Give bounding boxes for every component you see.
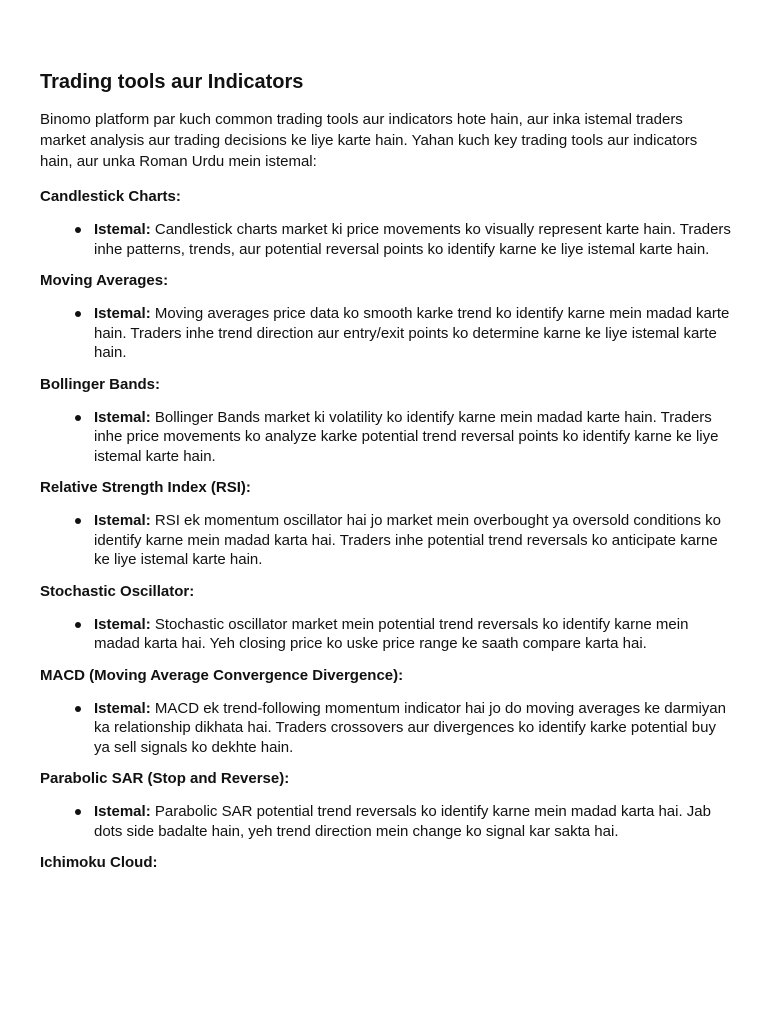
list-moving-averages	[40, 304, 732, 363]
section-heading-candlestick-charts: Candlestick Charts:	[40, 188, 181, 205]
section-heading-stochastic-oscillator: Stochastic Oscillator:	[40, 582, 195, 600]
item-label: Istemal:	[94, 221, 151, 238]
item-text: Moving averages price data ko smooth karke trend ko identify karne mein madad karte hain. Traders inhe trend direction aur entry/exit points ko determine karne ke liye istemal karte hain.	[94, 305, 730, 361]
list-item	[40, 304, 732, 363]
item-label: Istemal:	[94, 512, 151, 529]
bullet-icon	[75, 809, 81, 815]
bullet-icon	[75, 227, 81, 233]
section-heading-rsi: Relative Strength Index (RSI):	[40, 479, 251, 496]
item-text: MACD ek trend-following momentum indicator hai jo do moving averages ke darmiyan ka relationship dikhata hai. Traders crossovers aur divergences ko identify karke potential buy ya sell signals ko dekhte hain.	[94, 699, 726, 756]
item-text: Stochastic oscillator market mein potential trend reversals ko identify karne mein madad karta hai. Yeh closing price ko uske price range ke saath compare karta hai.	[94, 615, 689, 652]
bullet-icon	[75, 622, 81, 628]
item-label: Istemal:	[94, 305, 151, 322]
list-item	[40, 699, 732, 758]
list-candlestick-charts	[40, 220, 732, 259]
section-heading-moving-averages: Moving Averages:	[40, 272, 169, 289]
item-text: Bollinger Bands market ki volatility ko identify karne mein madad karte hain. Traders inhe price movements ko analyze karke potential trend reversal points ko identify karne ke liye istemal karte hain.	[94, 408, 719, 465]
list-stochastic-oscillator	[40, 615, 732, 654]
section-heading-macd: MACD (Moving Average Convergence Divergence):	[40, 666, 404, 684]
list-item	[40, 615, 732, 654]
section-heading-ichimoku-cloud: Ichimoku Cloud:	[40, 854, 158, 871]
intro-paragraph: Binomo platform par kuch common trading tools aur indicators hote hain, aur inka istemal traders market analysis aur trading decisions ke liye karte hain. Yahan kuch key trading tools aur indicators hain, aur unka Roman Urdu mein istemal:	[40, 111, 698, 170]
item-text: Parabolic SAR potential trend reversals ko identify karne mein madad karta hai. Jab dots side badalte hain, yeh trend direction mein change ko signal kar sakta hai.	[94, 803, 711, 840]
section-heading-bollinger-bands: Bollinger Bands:	[40, 375, 161, 393]
list-item	[40, 408, 732, 467]
item-text: Candlestick charts market ki price movements ko visually represent karte hain. Traders inhe patterns, trends, aur potential reversal points ko identify karne ke liye istemal karte hain.	[94, 221, 731, 258]
list-item	[40, 511, 732, 570]
list-item	[40, 220, 732, 259]
bullet-icon	[75, 518, 81, 524]
list-parabolic-sar	[40, 802, 732, 841]
item-label: Istemal:	[94, 803, 151, 820]
section-heading-parabolic-sar: Parabolic SAR (Stop and Reverse):	[40, 770, 290, 787]
list-bollinger-bands	[40, 408, 732, 467]
item-label: Istemal:	[94, 615, 151, 633]
item-text: RSI ek momentum oscillator hai jo market mein overbought ya oversold conditions ko identify karne mein madad karta hai. Traders inhe potential trend reversals ko anticipate karne ke liye istemal karte hain.	[94, 512, 721, 568]
item-label: Istemal:	[94, 408, 151, 426]
list-item	[40, 802, 732, 841]
bullet-icon	[75, 311, 81, 317]
bullet-icon	[75, 415, 81, 421]
list-macd	[40, 699, 732, 758]
item-label: Istemal:	[94, 699, 151, 717]
page-title: Trading tools aur Indicators	[40, 71, 304, 93]
list-rsi	[40, 511, 732, 570]
bullet-icon	[75, 706, 81, 712]
